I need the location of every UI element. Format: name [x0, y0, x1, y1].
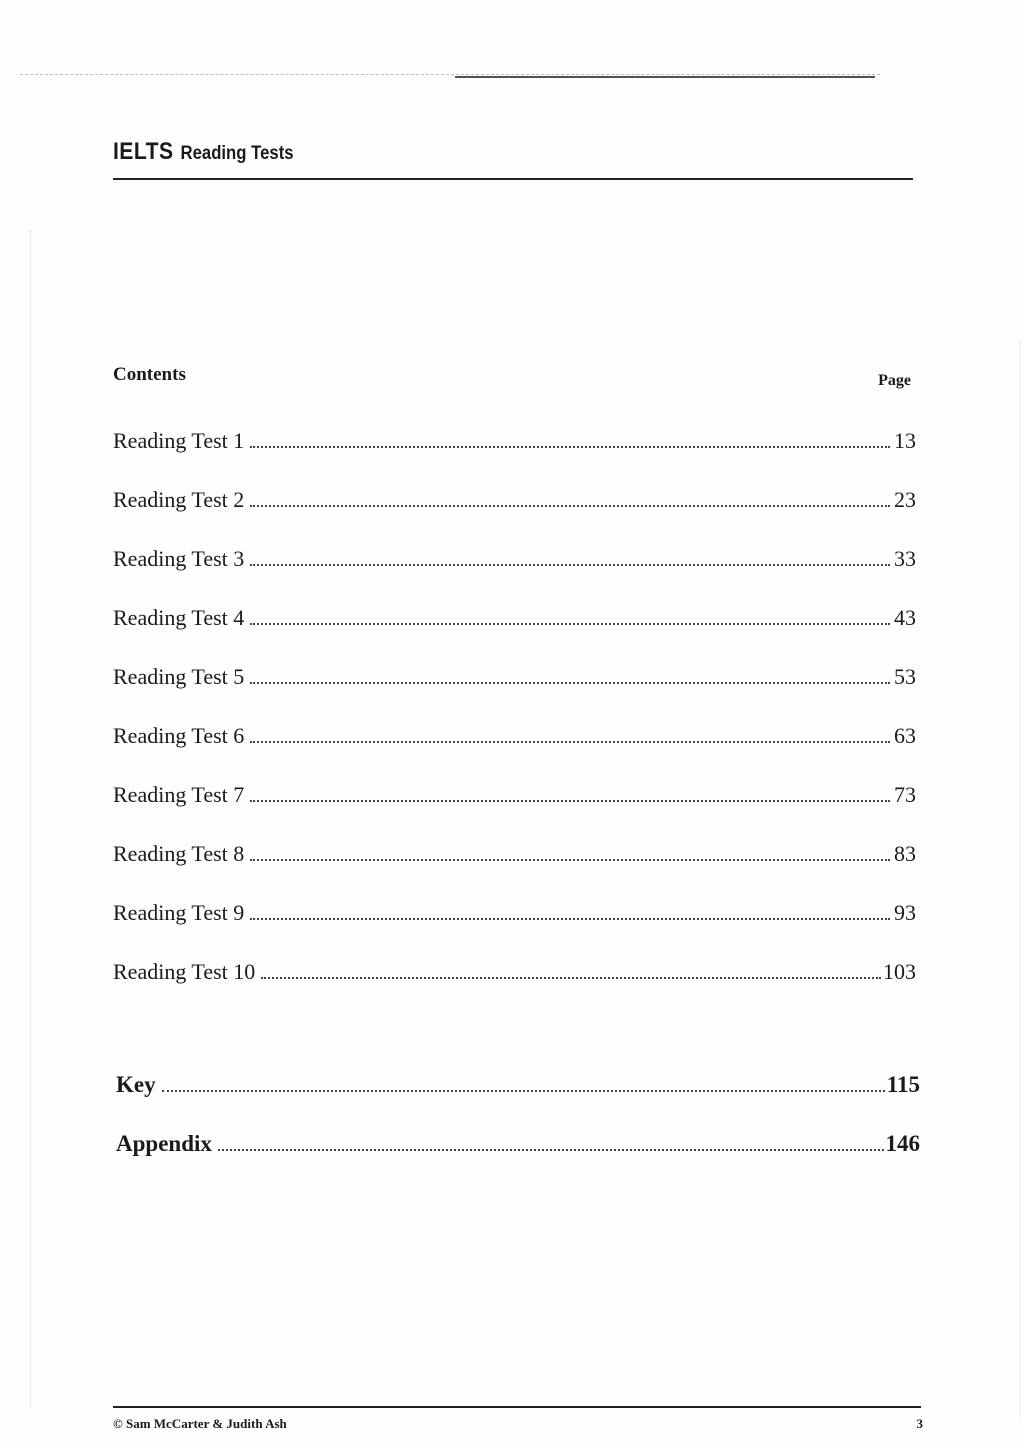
toc-entry-page: 13	[894, 428, 916, 453]
toc-entry-page: 146	[885, 1131, 920, 1156]
toc-entry-label: Reading Test 3	[113, 546, 245, 571]
scan-artifact-left-margin	[10, 230, 31, 1410]
toc-entry	[113, 723, 916, 782]
toc-entry	[113, 900, 916, 959]
dot-leader	[218, 1148, 884, 1151]
header-brand: IELTS	[113, 138, 174, 165]
page-footer	[113, 1416, 923, 1432]
dot-leader	[250, 445, 890, 448]
dot-leader	[250, 504, 890, 507]
toc-entry-page: 93	[894, 900, 916, 925]
dot-leader	[250, 681, 890, 684]
toc-entry-page: 63	[894, 723, 916, 748]
toc-entry	[113, 487, 916, 546]
toc-entry	[113, 605, 916, 664]
scan-artifact-right-margin	[1018, 340, 1020, 1420]
toc-entry-label: Reading Test 10	[113, 959, 256, 984]
dot-leader	[250, 740, 890, 743]
toc-entry	[113, 841, 916, 900]
footer-rule	[113, 1406, 921, 1408]
toc-entry-label: Reading Test 5	[113, 664, 245, 689]
toc-entry-page: 53	[894, 664, 916, 689]
contents-heading: Contents	[113, 364, 186, 385]
toc-entry	[113, 959, 916, 1018]
dot-leader	[162, 1089, 885, 1092]
page-number: 3	[916, 1416, 923, 1431]
toc-entry	[113, 546, 916, 605]
dot-leader	[250, 622, 890, 625]
toc-entry-page: 33	[894, 546, 916, 571]
toc-entry	[113, 664, 916, 723]
header-title	[113, 138, 817, 166]
toc-entry-label: Reading Test 1	[113, 428, 245, 453]
toc-entry-page: 73	[894, 782, 916, 807]
toc-entry	[113, 782, 916, 841]
toc-entry-label: Key	[116, 1072, 156, 1097]
dot-leader	[250, 799, 890, 802]
page-column-heading: Page	[878, 372, 911, 389]
scan-artifact-line	[20, 74, 880, 75]
toc-entry-label: Reading Test 9	[113, 900, 245, 925]
scan-artifact-rule	[455, 76, 875, 78]
toc-entry-label: Reading Test 8	[113, 841, 245, 866]
toc-entry-label: Reading Test 2	[113, 487, 245, 512]
toc-entry-label: Appendix	[116, 1131, 212, 1156]
contents-heading-row	[113, 364, 911, 389]
running-header	[113, 138, 913, 180]
toc-entry-label: Reading Test 7	[113, 782, 245, 807]
dot-leader	[261, 976, 881, 979]
toc-entry-label: Reading Test 4	[113, 605, 245, 630]
toc-entry-page: 115	[886, 1072, 920, 1097]
dot-leader	[250, 563, 890, 566]
toc-entry-page: 23	[894, 487, 916, 512]
toc-entry-appendix	[116, 1131, 920, 1190]
toc-entry-page: 83	[894, 841, 916, 866]
dot-leader	[250, 858, 890, 861]
table-of-contents	[113, 428, 916, 1018]
dot-leader	[250, 917, 890, 920]
table-of-contents-supplementary	[116, 1072, 920, 1190]
toc-entry-page: 103	[883, 959, 916, 984]
toc-entry-page: 43	[894, 605, 916, 630]
copyright-notice: © Sam McCarter & Judith Ash	[113, 1416, 287, 1431]
header-subtitle: Reading Tests	[180, 143, 294, 164]
toc-entry-label: Reading Test 6	[113, 723, 245, 748]
toc-entry-key	[116, 1072, 920, 1131]
toc-entry	[113, 428, 916, 487]
